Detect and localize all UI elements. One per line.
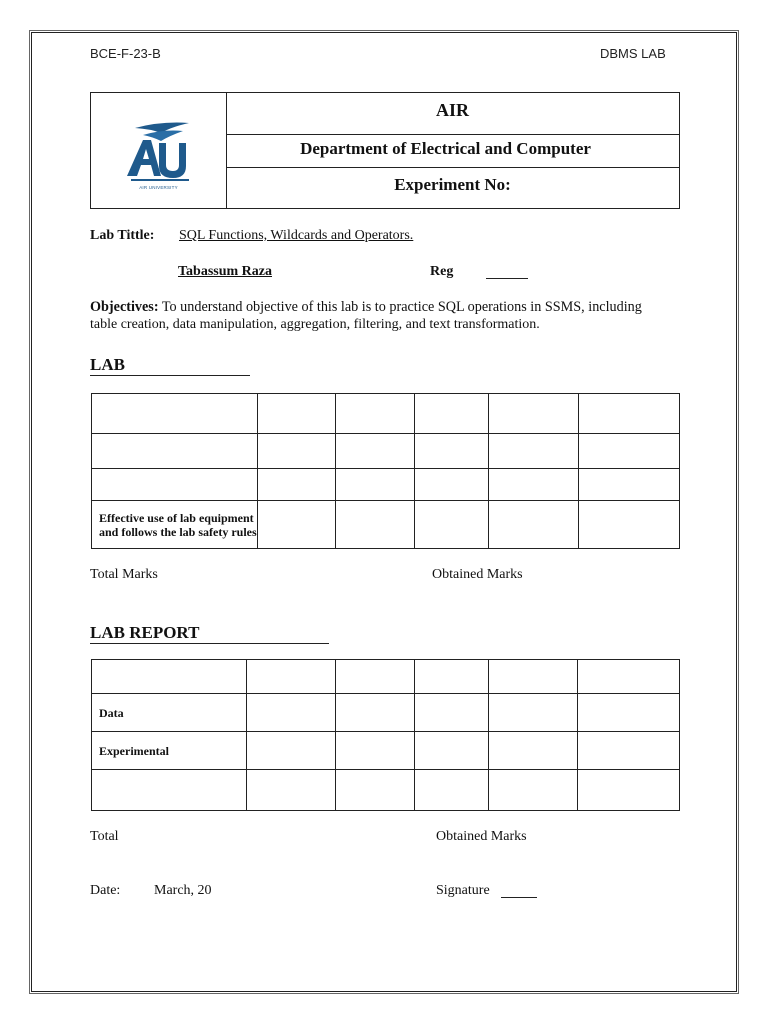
experiment-label: Experiment No: <box>394 175 511 194</box>
table-row <box>92 770 680 811</box>
department-row <box>226 134 679 168</box>
lab-total-marks-label: Total Marks <box>90 567 158 582</box>
objectives-text-1: To understand objective of this lab is to practice SQL operations in SSMS, including <box>158 299 642 315</box>
data-criterion: Data <box>92 694 247 732</box>
course-name: DBMS LAB <box>600 46 666 61</box>
report-obtained-marks-label: Obtained Marks <box>436 829 527 844</box>
reg-label: Reg <box>430 264 454 279</box>
date-label: Date: <box>90 883 121 898</box>
objectives-line-1 <box>90 299 642 316</box>
objectives-text-2: table creation, data manipulation, aggregation, filtering, and text transformation. <box>90 317 540 332</box>
lab-title-value: SQL Functions, Wildcards and Operators. <box>179 228 414 243</box>
lab-marks-table <box>91 393 680 549</box>
title-banner <box>90 92 680 209</box>
table-row <box>92 434 680 469</box>
table-row <box>92 694 680 732</box>
university-name-row <box>226 93 679 135</box>
lab-heading: LAB <box>90 355 250 376</box>
experimental-criterion: Experimental <box>92 732 247 770</box>
student-name: Tabassum Raza <box>178 264 273 279</box>
lab-report-table <box>91 659 680 811</box>
department-name: Department of Electrical and Computer <box>300 139 591 158</box>
objectives-label: Objectives: <box>90 299 159 315</box>
lab-obtained-marks-label: Obtained Marks <box>432 567 523 582</box>
date-value: March, 20 <box>154 883 212 898</box>
signature-blank <box>501 897 537 898</box>
logo-caption: AIR UNIVERSITY <box>139 185 178 190</box>
table-row <box>92 394 680 434</box>
lab-report-heading: LAB REPORT <box>90 623 329 644</box>
experiment-row <box>226 167 679 208</box>
table-row <box>92 660 680 694</box>
course-code: BCE-F-23-B <box>90 46 161 61</box>
university-logo <box>91 93 226 208</box>
signature-label: Signature <box>436 883 490 898</box>
table-row <box>92 732 680 770</box>
lab-title-label: Lab Tittle: <box>90 228 155 243</box>
logo-cell <box>91 93 227 208</box>
university-name: AIR <box>435 100 469 120</box>
report-total-label: Total <box>90 829 119 844</box>
table-row <box>92 469 680 501</box>
safety-criterion: Effective use of lab equipment and follows the lab safety rules <box>92 501 258 549</box>
reg-blank <box>486 278 528 279</box>
table-row <box>92 501 680 549</box>
